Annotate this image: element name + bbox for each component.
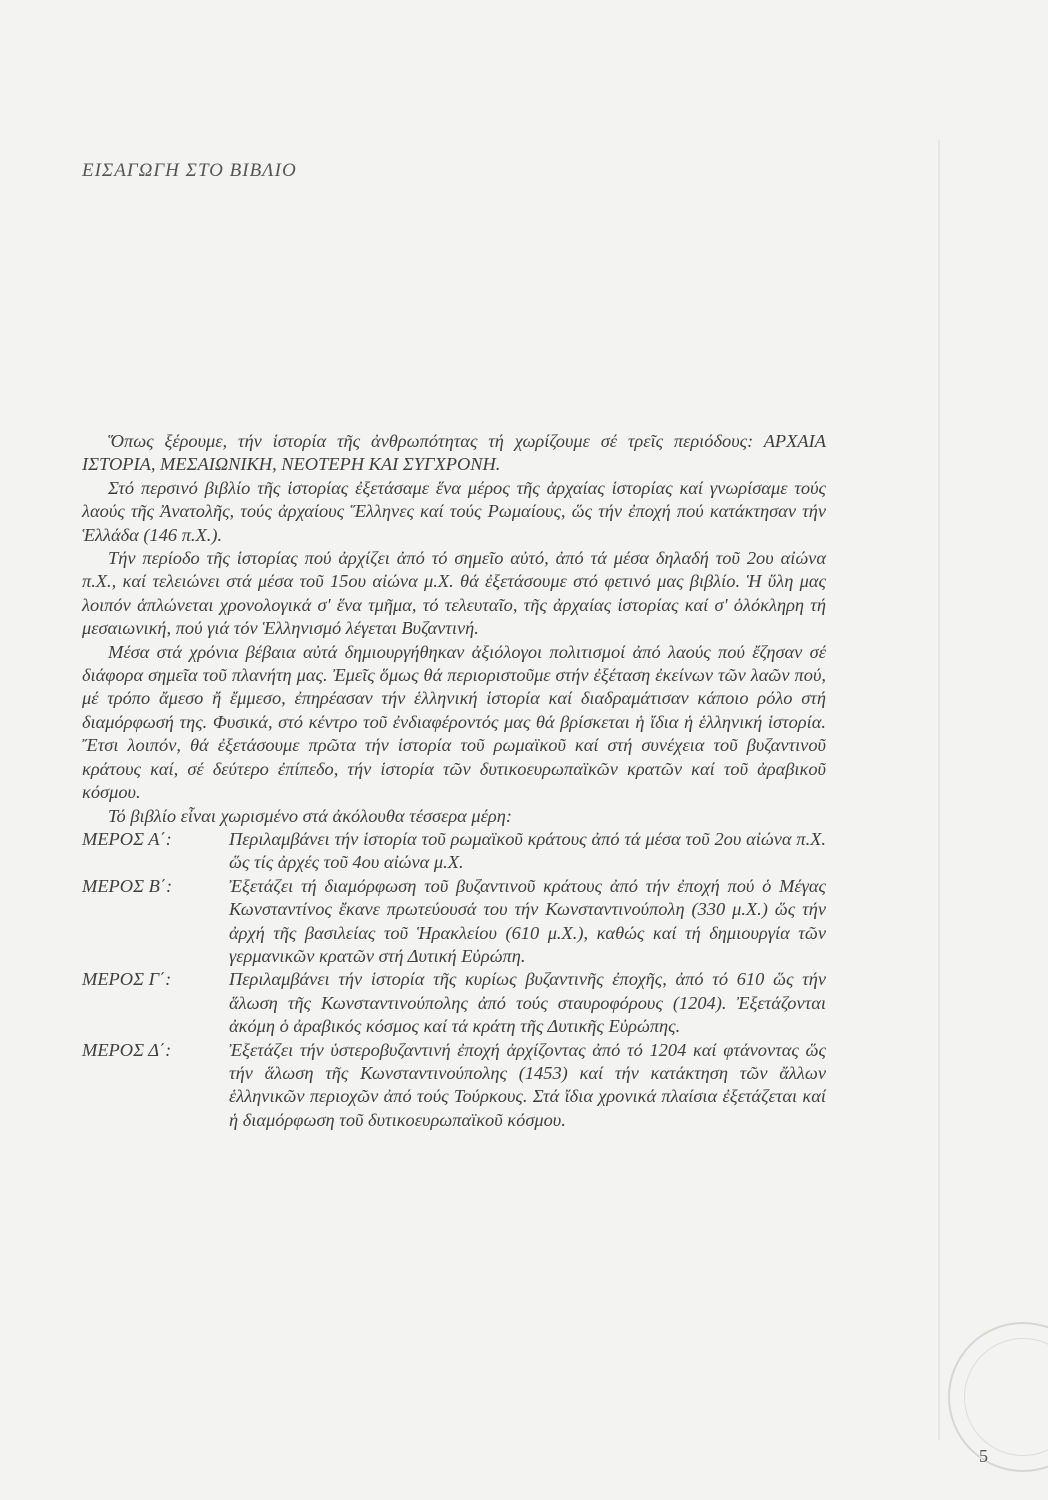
part-row-b [82, 875, 826, 969]
library-stamp [948, 1322, 1048, 1472]
part-label: ΜΕΡΟΣ Δ΄: [82, 1039, 172, 1060]
page-number: 5 [979, 1446, 988, 1466]
part-label: ΜΕΡΟΣ Α΄: [82, 828, 172, 849]
part-label: ΜΕΡΟΣ Γ΄: [82, 969, 172, 990]
paragraph-intro: Ὅπως ξέρουμε, τήν ἱστορία τῆς ἀνθρωπότητας τή χωρίζουμε σέ τρεῖς περιόδους: ΑΡΧΑΙΑ ΙΣΤΟΡΙΑ, ΜΕΣΑΙΩΝΙΚΗ, ΝΕΟΤΕΡΗ ΚΑΙ ΣΥΓΧΡΟΝΗ. [82, 431, 826, 475]
paragraph-period: Τήν περίοδο τῆς ἱστορίας πού ἀρχίζει ἀπό τό σημεῖο αὐτό, ἀπό τά μέσα δηλαδή τοῦ 2ου αἰώνα π.Χ., καί τελειώνει στά μέσα τοῦ 15ου αἰώνα μ.Χ. θά ἐξετάσουμε στό φετινό μας βιβλίο. Ἡ ὕλη μας λοιπόν ἁπλώνεται χρονολογικά σ' ἕνα τμῆμα, τό τελευταῖο, τῆς ἀρχαίας ἱστορίας καί σ' ὁλόκληρη τή μεσαιωνική, πού γιά τόν Ἑλληνισμό λέγεται Βυζαντινή. [82, 548, 826, 639]
paragraph-civilizations: Μέσα στά χρόνια βέβαια αὐτά δημιουργήθηκαν ἀξιόλογοι πολιτισμοί ἀπό λαούς πού ἔζησαν σέ διάφορα σημεῖα τοῦ πλανήτη μας. Ἐμεῖς ὅμως θά περιοριστοῦμε στήν ἐξέταση ἐκείνων τῶν λαῶν πού, μέ τρόπο ἄμεσο ἤ ἔμμεσο, ἐπηρέασαν τήν ἑλληνική ἱστορία καί διαδραμάτισαν κάποιο ρόλο στή διαμόρφωσή της. Φυσικά, στό κέντρο τοῦ ἐνδιαφέροντός μας θά βρίσκεται ἡ ἴδια ἡ ἑλληνική ἱστορία. Ἔτσι λοιπόν, θά ἐξετάσουμε πρῶτα τήν ἱστορία τοῦ ρωμαϊκοῦ καί στή συνέχεια τοῦ βυζαντινοῦ κράτους καί, σέ δεύτερο ἐπίπεδο, τήν ἱστορία τῶν δυτικοευρωπαϊκῶν κρατῶν καί τοῦ ἀραβικοῦ κόσμου. [82, 641, 826, 803]
page-title: ΕΙΣΑΓΩΓΗ ΣΤΟ ΒΙΒΛΙΟ [82, 160, 297, 181]
part-description: Ἐξετάζει τή διαμόρφωση τοῦ βυζαντινοῦ κράτους ἀπό τήν ἐποχή πού ὁ Μέγας Κωνσταντίνος ἔκανε πρωτεύουσά του τήν Κωνσταντινούπολη (330 μ.Χ.) ὥς τήν ἀρχή τῆς βασιλείας τοῦ Ἡρακλείου (610 μ.Χ.), καθώς καί τή δημιουργία τῶν γερμανικῶν κρατῶν στή Δυτική Εὐρώπη. [229, 875, 826, 966]
part-description: Περιλαμβάνει τήν ἱστορία τῆς κυρίως βυζαντινῆς ἐποχῆς, ἀπό τό 610 ὥς τήν ἅλωση τῆς Κωνσταντινούπολης ἀπό τούς σταυροφόρους (1204). Ἐξετάζονται ἀκόμη ὁ ἀραβικός κόσμος καί τά κράτη τῆς Δυτικῆς Εὐρώπης. [229, 969, 826, 1037]
parts-list [82, 828, 826, 1132]
part-row-c [82, 968, 826, 1038]
paragraph-previous-book: Στό περσινό βιβλίο τῆς ἱστορίας ἐξετάσαμε ἕνα μέρος τῆς ἀρχαίας ἱστορίας καί γνωρίσαμε τούς λαούς τῆς Ἀνατολῆς, τούς ἀρχαίους Ἕλληνες καί τούς Ρωμαίους, ὥς τήν ἐποχή πού κατάκτησαν τήν Ἑλλάδα (146 π.Χ.). [82, 477, 826, 545]
body-text [82, 430, 826, 1132]
part-row-d [82, 1039, 826, 1133]
part-label: ΜΕΡΟΣ Β΄: [82, 875, 173, 896]
page-edge-shadow [938, 140, 940, 1440]
part-description: Περιλαμβάνει τήν ἱστορία τοῦ ρωμαϊκοῦ κράτους ἀπό τά μέσα τοῦ 2ου αἰώνα π.Χ. ὥς τίς ἀρχές τοῦ 4ου αἰώνα μ.Χ. [229, 828, 826, 873]
paragraph-book-parts: Τό βιβλίο εἶναι χωρισμένο στά ἀκόλουθα τέσσερα μέρη: [108, 805, 512, 826]
part-row-a [82, 828, 826, 875]
part-description: Ἐξετάζει τήν ὑστεροβυζαντινή ἐποχή ἀρχίζοντας ἀπό τό 1204 καί φτάνοντας ὥς τήν ἅλωση τῆς Κωνσταντινούπολης (1453) καί τήν κατάκτηση τῶν ἄλλων ἑλληνικῶν περιοχῶν ἀπό τούς Τούρκους. Στά ἴδια χρονικά πλαίσια ἐξετάζεται καί ἡ διαμόρφωση τοῦ δυτικοευρωπαϊκοῦ κόσμου. [229, 1039, 826, 1130]
